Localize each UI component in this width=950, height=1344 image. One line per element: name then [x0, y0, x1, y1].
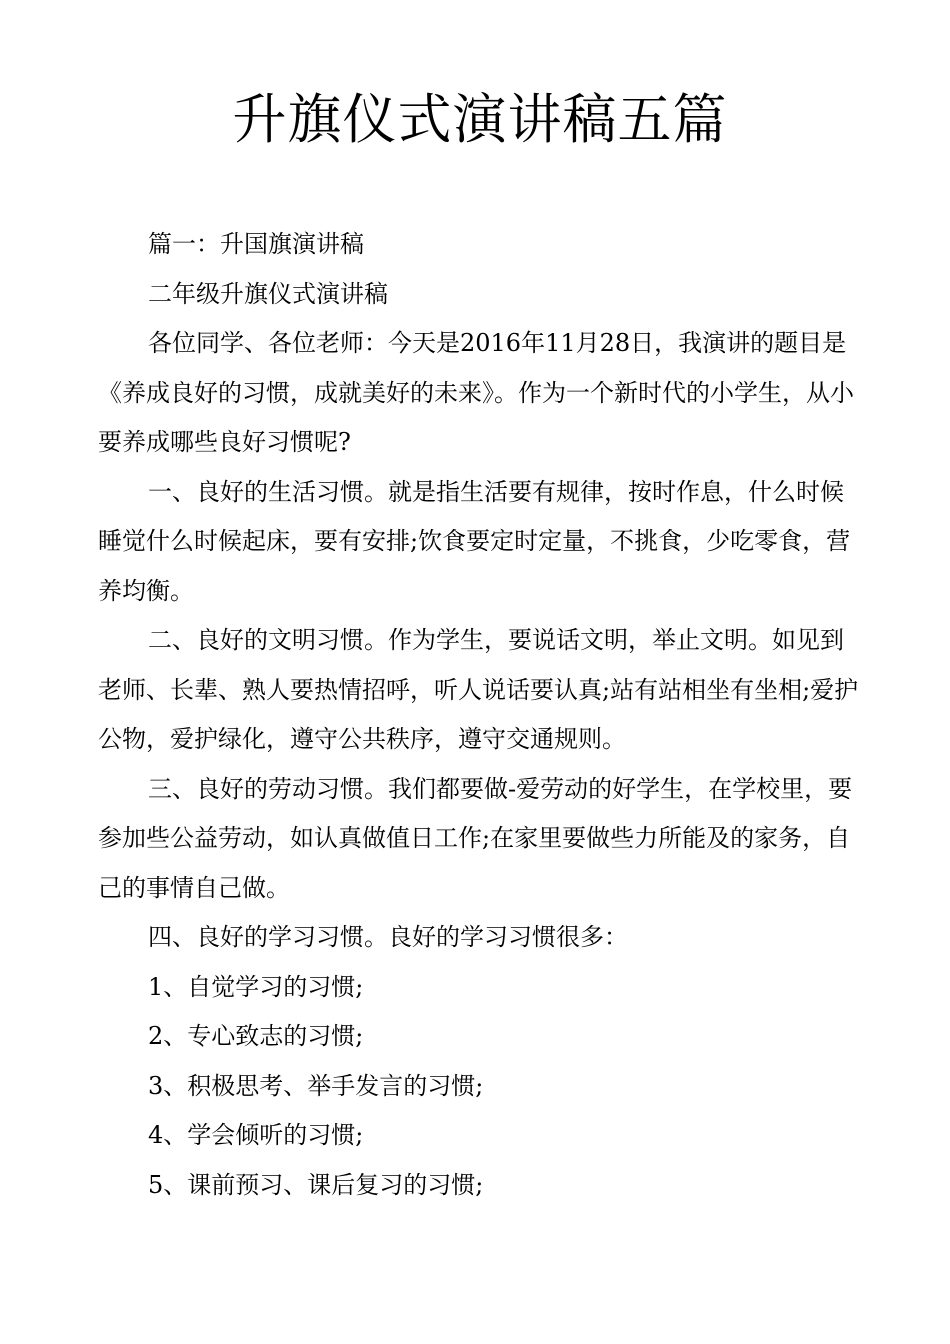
paragraph: 二、良好的文明习惯。作为学生，要说话文明，举止文明。如见到老师、长辈、熟人要热情招呼，听人说话要认真;站有站相坐有坐相;爱护公物，爱护绿化，遵守公共秩序，遵守交通规则。: [98, 626, 859, 753]
paragraph: 篇一：升国旗演讲稿: [148, 230, 364, 258]
list-item: 5、课前预习、课后复习的习惯;: [148, 1170, 484, 1199]
paragraph: 三、良好的劳动习惯。我们都要做-爱劳动的好学生，在学校里，要参加些公益劳动，如认真做值日工作;在家里要做些力所能及的家务，自己的事情自己做。: [98, 774, 853, 902]
paragraph: 四、良好的学习习惯。良好的学习习惯很多：: [148, 923, 628, 951]
paragraph: 一、良好的生活习惯。就是指生活要有规律，按时作息，什么时候睡觉什么时候起床，要有安排;饮食要定时定量，不挑食，少吃零食，营养均衡。: [98, 477, 851, 605]
list-item: 4、学会倾听的习惯;: [148, 1121, 364, 1149]
list-item: 3、积极思考、举手发言的习惯;: [148, 1071, 484, 1100]
list-item: 1、自觉学习的习惯;: [148, 972, 364, 1001]
list-item: 2、专心致志的习惯;: [148, 1022, 364, 1050]
document-body: [98, 220, 862, 1210]
paragraph: 二年级升旗仪式演讲稿: [148, 279, 388, 308]
paragraph: 各位同学、各位老师：今天是2016年11月28日，我演讲的题目是《养成良好的习惯，成就美好的未来》。作为一个新时代的小学生，从小要养成哪些良好习惯呢?: [98, 329, 854, 456]
document-title: 升旗仪式演讲稿五篇: [232, 88, 728, 151]
